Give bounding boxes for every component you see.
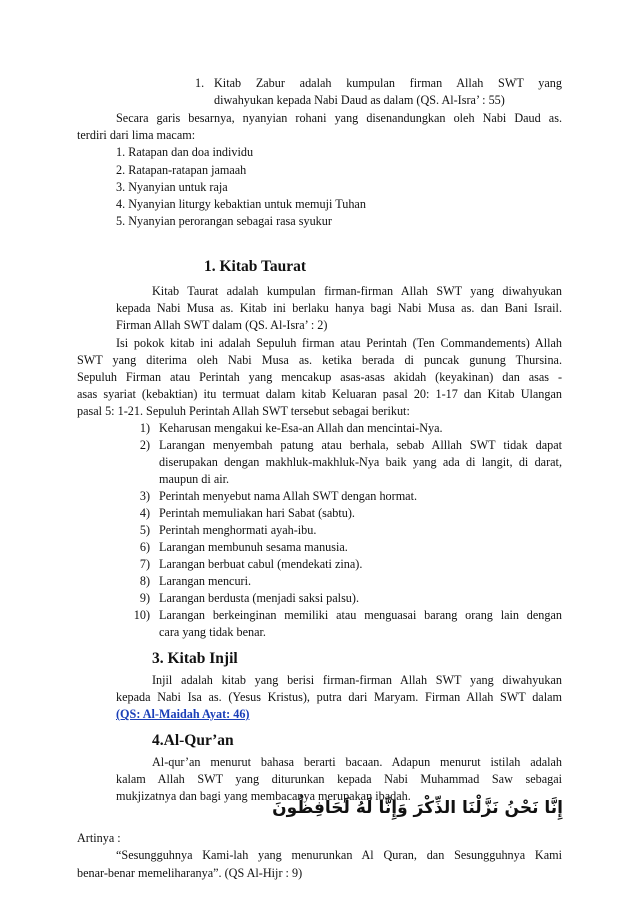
translation-line: “Sesungguhnya Kami-lah yang menurunkan Al Quran, dan Sesungguhnya Kami — [116, 848, 562, 862]
taurat-p1-line: kepada Nabi Musa as. Kitab ini berlaku hanya bagi Nabi Musa as. dan Bani Israil. — [116, 301, 562, 315]
injil-line: Injil adalah kitab yang berisi firman-firman Allah SWT yang diwahyukan — [152, 673, 562, 687]
taurat-p2-line: Sepuluh Firman atau Perintah yang mencakup asas-asas akidah (keyakinan) dan asas - — [77, 370, 562, 384]
injil-line: kepada Nabi Isa as. (Yesus Kristus), putra dari Maryam. Firman Allah SWT dalam — [116, 690, 562, 704]
commandment-line: Larangan mencuri. — [159, 574, 252, 588]
zabur-item-line: Kitab Zabur adalah kumpulan firman Allah SWT yang — [214, 76, 562, 90]
zabur-list-item: 5. Nyanyian perorangan sebagai rasa syukur — [116, 214, 332, 228]
commandment-line: cara yang tidak benar. — [159, 625, 266, 639]
commandment-line: Larangan berkeinginan memiliki atau menguasai barang orang lain dengan — [159, 608, 562, 622]
commandment-line: Larangan berdusta (menjadi saksi palsu). — [159, 591, 360, 605]
quran-line: kalam Allah SWT yang diturunkan kepada Nabi Muhammad Saw sebagai — [116, 772, 562, 786]
commandment-line: Perintah memuliakan hari Sabat (sabtu). — [159, 506, 355, 520]
commandment-line: Larangan menyembah patung atau berhala, sebab Alllah SWT tidak dapat — [159, 438, 562, 452]
taurat-p2-line: pasal 5: 1-21. Sepuluh Perintah Allah SWT tersebut sebagai berikut: — [77, 404, 410, 418]
taurat-p1-line: Kitab Taurat adalah kumpulan firman-firman Allah SWT yang diwahyukan — [152, 284, 562, 298]
commandment-line: Perintah menghormati ayah-ibu. — [159, 523, 317, 537]
commandment-number: 7) — [139, 557, 150, 571]
taurat-p2-line: asas syariat (kebaktian) itu termuat dalam kitab Keluaran pasal 20: 1-17 dan Kitab Ulangan — [77, 387, 562, 401]
commandment-number: 4) — [139, 506, 150, 520]
commandment-line: Keharusan mengakui ke-Esa-an Allah dan mencintai-Nya. — [159, 421, 443, 435]
zabur-list-item: 1. Ratapan dan doa individu — [116, 145, 254, 159]
commandment-number: 2) — [139, 438, 150, 452]
quran-heading: 4.Al-Qur’an — [152, 732, 234, 749]
commandment-number: 9) — [139, 591, 150, 605]
commandment-line: Larangan berbuat cabul (mendekati zina). — [159, 557, 363, 571]
zabur-list-item: 3. Nyanyian untuk raja — [116, 180, 228, 194]
translation-line: benar-benar memeliharanya”. (QS Al-Hijr : 9) — [77, 866, 303, 880]
taurat-heading: 1. Kitab Taurat — [204, 258, 307, 275]
zabur-list-item: 4. Nyanyian liturgy kebaktian untuk memuji Tuhan — [116, 197, 366, 211]
zabur-list-item: 2. Ratapan-ratapan jamaah — [116, 163, 247, 177]
commandment-line: diserupakan dengan makhluk-makhluk-Nya baik yang ada di langit, di darat, — [159, 455, 562, 469]
commandment-number: 8) — [139, 574, 150, 588]
quran-line: Al-qur’an menurut bahasa berarti bacaan. Adapun menurut istilah adalah — [152, 755, 562, 769]
commandment-line: Larangan membunuh sesama manusia. — [159, 540, 348, 554]
zabur-paragraph-line: Secara garis besarnya, nyanyian rohani yang disenandungkan oleh Nabi Daud as. — [116, 111, 562, 125]
arabic-verse: إِنَّا نَحْنُ نَزَّلْنَا الذِّكْرَ وَإِنَّا لَهُ لَحَافِظُونَ — [272, 798, 563, 818]
commandment-line: Perintah menyebut nama Allah SWT dengan hormat. — [159, 489, 418, 503]
commandment-number: 5) — [139, 523, 150, 537]
artinya-label: Artinya : — [77, 831, 121, 845]
qs-al-maidah-link[interactable]: (QS: Al-Maidah Ayat: 46) — [116, 707, 250, 721]
commandment-number: 6) — [139, 540, 150, 554]
commandment-line: maupun di air. — [159, 472, 230, 486]
injil-heading: 3. Kitab Injil — [152, 650, 238, 667]
commandment-number: 10) — [133, 608, 150, 622]
taurat-p2-line: Isi pokok kitab ini adalah Sepuluh firman atau Perintah (Ten Commandements) Allah — [116, 336, 562, 350]
zabur-item-line: diwahyukan kepada Nabi Daud as dalam (QS. Al-Isra’ : 55) — [214, 93, 505, 107]
commandment-number: 1) — [139, 421, 150, 435]
taurat-p1-line: Firman Allah SWT dalam (QS. Al-Isra’ : 2) — [116, 318, 328, 332]
commandment-number: 3) — [139, 489, 150, 503]
zabur-paragraph-line: terdiri dari lima macam: — [77, 128, 196, 142]
taurat-p2-line: SWT yang diterima oleh Nabi Musa as. ketika berada di puncak gunung Thursina. — [77, 353, 562, 367]
zabur-item-number: 1. — [195, 76, 205, 90]
quran-line: mukjizatnya dan bagi yang membacanya merupakan ibadah. — [116, 789, 411, 803]
